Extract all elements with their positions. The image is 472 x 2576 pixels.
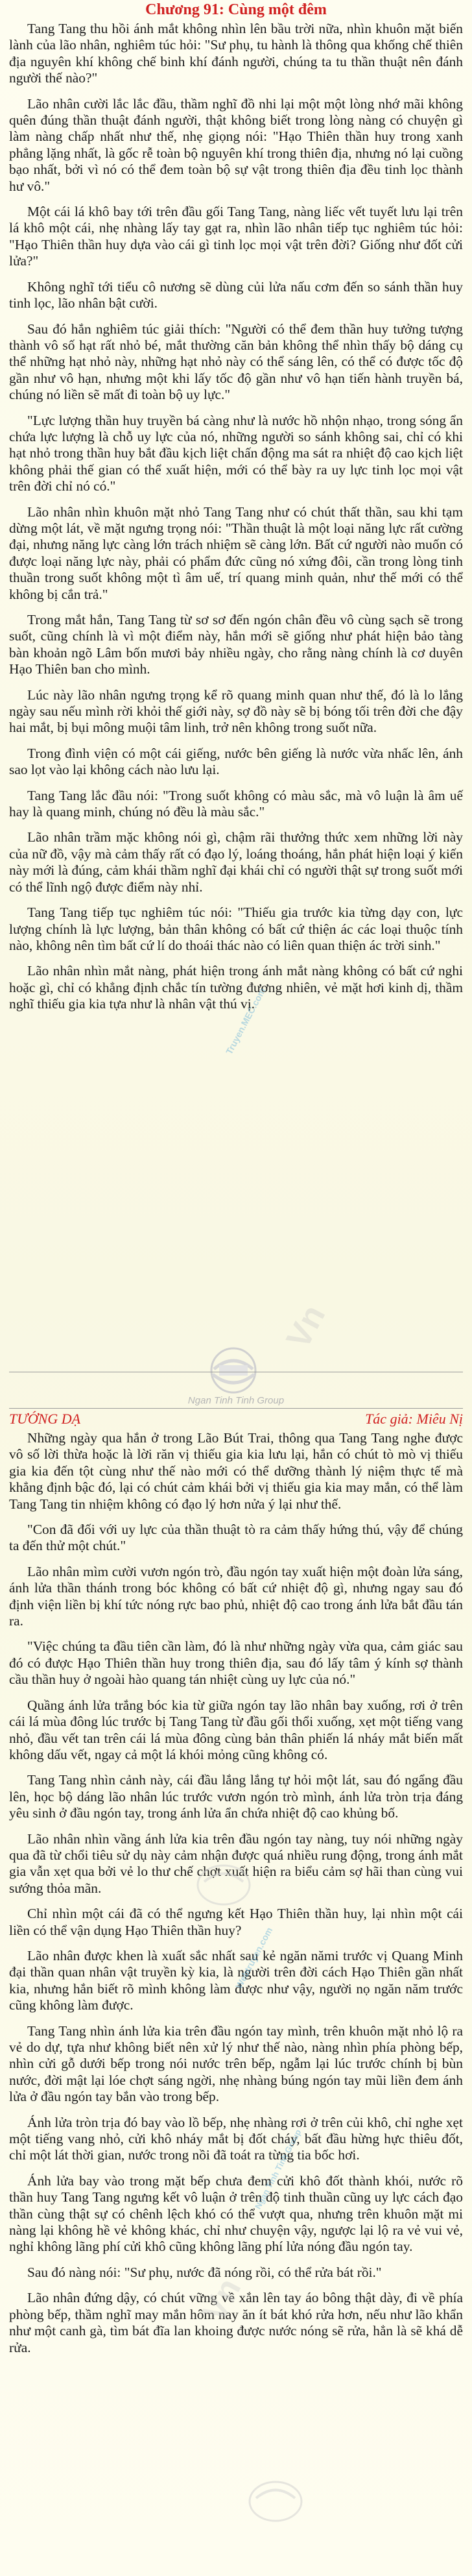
watermark-site-1: Truyen.MEC.com — [224, 986, 268, 1056]
paragraph: Sau đó hắn nghiêm túc giải thích: "Người có thể đem thần huy tưởng tượng thành vô số hạt rất nhỏ bé, mắt thường căn bản không thể nhìn thấy bộ dáng cụ thể những hạt nhỏ này, những hạt nhỏ này có thể sáng lên, có thể có được tốc độ gần như vô hạn, nhưng một khi lấy tốc độ gần như vô hạn tiến hành truyền bá, chúng nó liền sẽ mất đi toàn bộ uy lực." — [9, 321, 463, 403]
paragraph: Lão nhân cười lắc lắc đầu, thầm nghĩ đồ nhi lại một một lòng nhớ mãi không quên đúng thần thuật đánh người, thật không biết trong lòng nàng có chuyện gì làm nàng chấp nhất như thế, nhẹ giọng nói: "Hạo Thiên thần huy trong xanh phẳng lặng nhất, là gốc rễ toàn bộ nguyên khí trong thiên địa, nhưng nó lại cuồng bạo nhất, bởi vì nó có thể đem toàn bộ sự vật trong thiên địa đều tinh lọc thành hư vô." — [9, 95, 463, 194]
paragraph: Lão nhân đứng dậy, có chút vững về xắn lên tay áo bông thật dày, đi về phía phòng bếp, thầm nghĩ may mắn hôm nay ăn ít bát khó rửa hơn, nếu như lão khẩn như một canh gà, tìm bát đĩa lan khoing được nước nóng sẽ rửa, hẳn là sẽ khá dễ rửa. — [9, 2290, 463, 2355]
paragraph: "Việc chúng ta đầu tiên cần làm, đó là như những ngày vừa qua, cảm giác sau đó có được Hạo Thiên thần huy trong thiên địa, sau đó lấy tâm ý kính sợ thành cầu thần huy ở ngoài hào quang tán nhiệt cùng uy lực của nó." — [9, 1638, 463, 1688]
paragraph: Tang Tang nhìn ánh lửa kia trên đầu ngón tay mình, trên khuôn mặt nhỏ lộ ra vẻ do dự, tựa như không biết nên xử lý như thế nào, nàng nhìn phía phòng bếp, nhìn cửi gỗ dưới bếp trong nói nước trên bếp, ngẫm lại lúc trước chính bị bùn nước, đời mật lại lóe chợt sáng ngời, nhẹ nhàng búng ngón tay mũi liền đem ánh lửa ở đầu ngón tay bắn vào trong bếp. — [9, 2023, 463, 2105]
page-divider — [0, 1343, 472, 1429]
paragraph: Lão nhân nhìn khuôn mặt nhỏ Tang Tang như có chút thất thần, sau khi tạm dừng một lát, về mặt ngưng trọng nói: "Thần thuật là một loại năng lực rất cường đại, nhưng năng lực càng lớn trách nhiệm sẽ càng lớn. Bất cứ người nào muốn có được loại năng lực này, phải có phẩm đức cũng nó xứng đôi, cần trong lòng tinh thuần trong suốt không một tì âm uế, trí quang minh quản, như thế mới có thể không bị cắn trả." — [9, 504, 463, 602]
paragraph: "Con đã đối với uy lực của thần thuật tò ra cảm thấy hứng thú, vậy để chúng ta đến thử một chút." — [9, 1522, 463, 1554]
paragraph: Chỉ nhìn một cái đã có thể ngưng kết Hạo Thiên thần huy, lại nhìn một cái liền có thể vận dụng Hạo Thiên thần huy? — [9, 1906, 463, 1938]
web-truyen-logo-icon — [195, 1346, 272, 1395]
paragraph: Lão nhân trầm mặc không nói gì, chậm rãi thưởng thức xem những lời này của nữ đồ, vậy mà cảm thấy rất có đạo lý, loáng thoáng, hắn phát hiện loại ý kiến này mới là đúng, cảm khái thầm nghĩ đại khái chỉ có người thật sự trong suốt mới có thể lĩnh ngộ được điểm này nhỉ. — [9, 829, 463, 895]
paragraph: Tang Tang lắc đầu nói: "Trong suốt không có màu sắc, mà vô luận là âm uế hay là quang minh, chúng nó đều là màu sắc." — [9, 787, 463, 820]
watermark-group: Ngan Tinh Tinh Group — [253, 2128, 303, 2211]
paragraph: Không nghĩ tới tiểu cô nương sẽ dùng củi lửa nấu cơm đến so sánh thần huy tinh lọc, lão nhân bật cười. — [9, 278, 463, 311]
paragraph: Trong đình viện có một cái giếng, nước bên giếng là nước vừa nhấc lên, ánh sao lọt vào lại không cách nào lưu lại. — [9, 745, 463, 778]
paragraph: Lão nhân nhìn vầng ánh lửa kia trên đầu ngón tay nàng, tuy nói những ngày qua đã từ chổi tiêu sử dụ này cảm nhận được quá nhiều rung động, trong ánh mắt gia vẫn xẹt qua bởi vẻ lo thư chế chợt xuất hiện ra biểu cảm sợ hãi than cùng vui sướng thỏa mãn. — [9, 1830, 463, 1896]
watermark-site-2: Webtruyen.com — [233, 1925, 275, 1991]
paragraph: "Lực lượng thần huy truyền bá càng như là nước hồ nhộn nhạo, trong sóng ẩn chứa lực lượng là chỗ uy lực của nó, những người so sánh không sai, chỉ có khi hạt nhỏ trong thần huy bắt đầu kịch liệt chấn động ma sát ra nhiệt độ cao kịch liệt không phải thế gian có thể xuất hiện, mới có thể bày ra uy lực tinh lọc mọi vật trên đời chỉ nó có." — [9, 412, 463, 494]
paragraph: Ánh lửa bay vào trong mặt bếp chưa đem cửi khô đốt thành khói, nước rõ thần huy Tang Tang ngưng kết vô luận ở trên độ tinh thuần cũng uy lực cách đạo thần cùng thật sự có chênh lệch khó có thể vượt qua, nhưng trên khuôn mặt mi nàng lại không hề vẻ không khác, chỉ như chuyện vậy, ngược lại lộ ra vẻ vui vẻ, nghỉ không lãng phí cửi khô cũng không lãng phí lửa nóng đầu ngón tay. — [9, 2172, 463, 2255]
chapter-title: Chương 91: Cùng một đêm — [145, 1, 327, 18]
watermark-vn-2: Vn — [195, 2272, 249, 2328]
paragraph: Tang Tang tiếp tục nghiêm túc nói: "Thiếu gia trước kia từng dạy con, lực lượng chính là lực lượng, bản thân không có bất cứ thiện ác các loại thuộc tính nào, không nên tìm bất cứ lí do thoái thác nào có liên quan thiện ác trời sinh." — [9, 905, 463, 953]
divider-line-bottom — [9, 1408, 463, 1409]
paragraph: Ánh lửa tròn trịa đó bay vào lồ bếp, nhẹ nhàng rơi ở trên củi khô, chỉ nghe xẹt một tiếng vang nhỏ, cửi khô nháy mắt bị đốt cháy, bất đầu hừng hực thiêu đốt, chỉ một lát thời gian, nước trong nồi đã toát ra từng tia bốc hơi. — [9, 2114, 463, 2163]
paragraph: Trong mắt hắn, Tang Tang từ sơ sơ đến ngón chân đều vô cùng sạch sẽ trong suốt, cũng chính là vì một điểm này, hắn mới sẽ giống như phát hiện bảo tàng bàn khoản ngõ Lâm bốn mươi bảy nhiều ngày, cho rằng nàng chính là cơ duyên Hạo Thiên ban cho mình. — [9, 612, 463, 677]
paragraph: Lão nhân được khen là xuất sắc nhất sau kẻ ngăn nămi trước vị Quang Minh đại thần quan nhân vật truyền kỳ kia, là người trên đời cách Hạo Thiên gần nhất kia, nhưng hắn biết rõ mình không làm được như vậy, người nọ ngăn năm trước cũng không làm được. — [9, 1947, 463, 2013]
paragraph: Lúc này lão nhân ngưng trọng kể rõ quang minh quan như thế, đó là lo lắng ngày sau nếu mình rời khỏi thế giới này, sợ đồ này sẽ bị bóng tối trên đời che đậy hai mắt, bị bụi mông muội tâm linh, trở nên không trong suốt nữa. — [9, 687, 463, 736]
paragraph: Lão nhân mìm cười vươn ngón trò, đầu ngón tay xuất hiện một đoàn lửa sáng, ánh lửa thần thánh trong bóc không có bất cứ nhiệt độ gì, nhưng ngay sau đó định viện liền bị khí tức nóng rực bao phủ, nhiệt độ cao trong ánh lửa bắt đầu tán ra. — [9, 1563, 463, 1629]
paragraph: Sau đó nàng nói: "Sư phụ, nước đã nóng rồi, có thể rửa bát rồi." — [27, 2264, 382, 2280]
author-credit: Tác giả: Miêu Nị — [365, 1411, 463, 1427]
watermark-vn-1: Vn — [279, 1298, 333, 1355]
paragraph: Quầng ánh lửa trắng bóc kia từ giữa ngón tay lão nhân bay xuống, rơi ở trên cái lá mùa đông lúc trước bị Tang Tang từ đầu gối thổi xuống, xẹt một tiếng vang nhỏ, đầu vết tan trên cái lá mùa đông cùng bản thân phiến lá nháy mắt biến mất không dấu vết, ngay cả một lá khói mỏng cũng không có. — [9, 1697, 463, 1762]
paragraph: Tang Tang nhìn cảnh này, cái đầu lắng lắng tự hỏi một lát, sau đó ngẩng đầu lên, học bộ dáng lão nhân lúc trước vươn ngón trò mình, ánh lửa tròn trịa đáng yêu sinh ở đầu ngón tay, trong ánh lửa ẩn chứa nhiệt độ cao khủng bố. — [9, 1772, 463, 1821]
paragraph: Một cái lá khô bay tới trên đầu gối Tang Tang, nàng liếc vết tuyết lưu lại trên lá khô một cái, nhẹ nhàng lấy tay gạt ra, nhìn lão nhân tiếp tục nghiêm túc hỏi: "Hạo Thiên thần huy dựa vào cái gì tinh lọc mọi vật trên đời? Giống như đốt cửi lửa?" — [9, 204, 463, 269]
web-logo-watermark-icon — [195, 1862, 253, 1908]
paragraph: Tang Tang thu hồi ánh mắt không nhìn lên bầu trời nữa, nhìn khuôn mặt biến lành của lão nhân, nghiêm túc hỏi: "Sư phụ, tu hành là thông qua khống chế thiên địa nguyên khí không chế binh khí đánh người, chúng ta tu thần thuật nên đánh người thế nào?" — [9, 21, 463, 86]
group-credit: Ngan Tinh Tinh Group — [187, 1395, 285, 1406]
chapter-body-part-1 — [9, 21, 463, 1022]
web-logo-watermark-icon — [246, 2479, 305, 2524]
paragraph: Những ngày qua hắn ở trong Lão Bút Trai, thông qua Tang Tang nghe được vô số lời thừa hoặc là lời răn vị thiếu gia kia lưu lại, hắn có chút tò mò vị thiếu gia kia đến tột cùng như thế nào mới có thể dưỡng thành lý niệm thực tế mà khẳng định bậc đó, lại có chút cảm khái bởi vị thiếu gia kia may mắn, có thể làm Tang Tang tin nhiệm không có đạo lý hơn nửa ý lại như thế. — [9, 1430, 463, 1512]
paragraph: Lão nhân nhìn mắt nàng, phát hiện trong ánh mắt nàng không có bất cứ nghi hoặc gì, chỉ có khẳng định chắc tín tường đương nhiên, vẻ mặt hơi kinh dị, thầm nghĩ thiếu gia kia tựa như là nhân vật thú vị. — [9, 963, 463, 1012]
book-title: TƯỚNG DẠ — [9, 1411, 81, 1427]
chapter-header — [0, 0, 472, 19]
